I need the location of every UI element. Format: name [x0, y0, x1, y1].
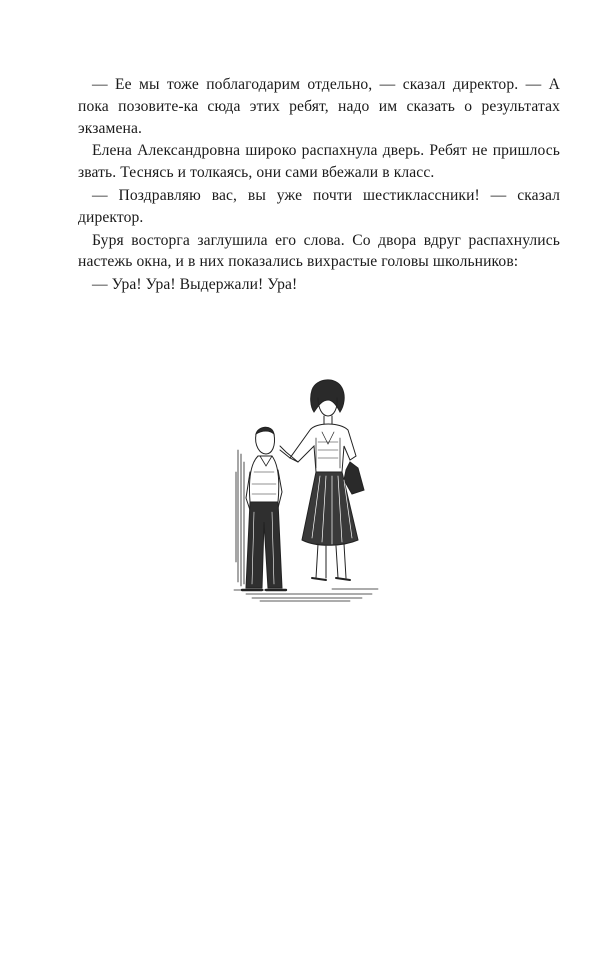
teacher-and-boy-engraving-icon	[232, 372, 384, 604]
paragraph-4: Буря восторга заглушила его слова. Со двора вдруг распахнулись настежь окна, и в них показались вихрастые головы школьников:	[78, 231, 560, 271]
paragraph-2: Елена Александровна широко распахнула дверь. Ребят не пришлось звать. Теснясь и толкаясь, они сами вбежали в класс.	[78, 142, 560, 182]
paragraph-3: — Поздравляю вас, вы уже почти шестиклассники! — сказал директор.	[78, 186, 560, 226]
body-text	[78, 74, 560, 296]
paragraph-5: — Ура! Ура! Выдержали! Ура!	[92, 276, 298, 294]
teacher-and-boy-illustration	[232, 372, 384, 604]
paragraph-1: — Ее мы тоже поблагодарим отдельно, — сказал директор. — А пока позовите-ка сюда этих ребят, надо им сказать о результатах экзамена.	[78, 76, 560, 137]
